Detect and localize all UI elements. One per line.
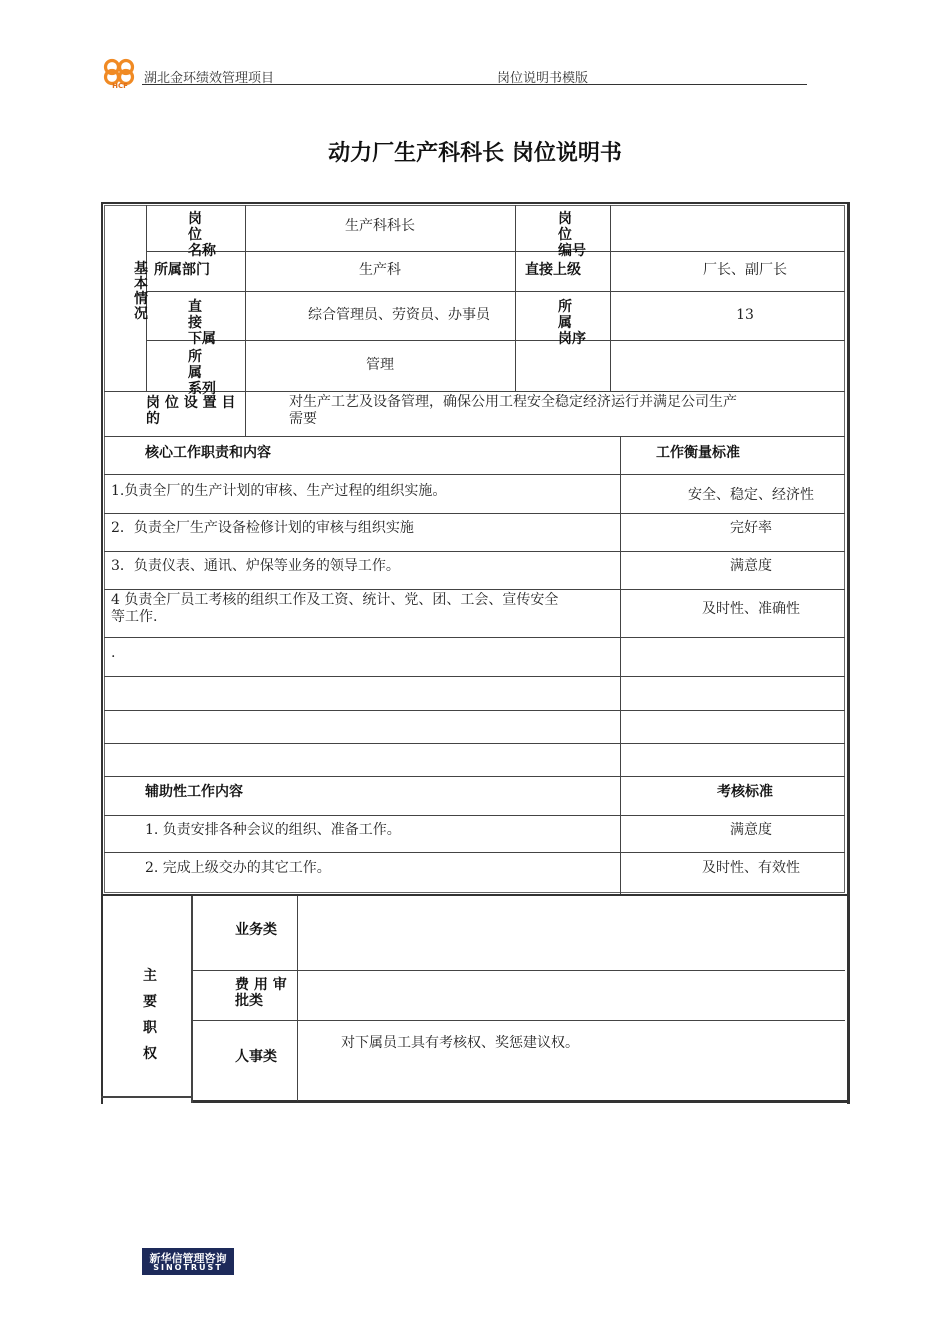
aux-item-2: 2. 完成上级交办的其它工作。 — [145, 860, 331, 876]
series-label: 所 属 系列 — [188, 349, 216, 397]
core-item-5: . — [111, 645, 116, 661]
purpose-text: 对生产工艺及设备管理，确保公用工程安全稳定经济运行并满足公司生产 需要 — [289, 394, 737, 427]
subordinates-value: 综合管理员、劳资员、办事员 — [308, 307, 490, 323]
personnel-value: 对下属员工具有考核权、奖惩建议权。 — [341, 1035, 579, 1051]
authority-label-divider — [191, 896, 193, 1103]
grid-line — [104, 852, 845, 853]
grid-line — [104, 474, 845, 475]
aux-standard-header: 考核标准 — [717, 784, 773, 800]
aux-standard-2: 及时性、有效性 — [702, 860, 800, 876]
grid-line — [104, 513, 845, 514]
footer-brand-cn: 新华信管理咨询 — [149, 1252, 227, 1265]
position-code-label: 岗 位 编号 — [558, 211, 586, 259]
purpose-label: 岗 位 设 置 目 的 — [146, 395, 236, 427]
core-header: 核心工作职责和内容 — [145, 445, 271, 461]
authority-table — [101, 894, 850, 1104]
header-doc-type: 岗位说明书模版 — [497, 71, 589, 86]
personnel-label: 人事类 — [235, 1049, 277, 1065]
business-label: 业务类 — [235, 922, 277, 938]
position-name-value: 生产科科长 — [345, 218, 415, 234]
grid-line — [104, 676, 845, 677]
authority-bottom-right — [191, 1100, 850, 1103]
expense-label: 费 用 审 批类 — [235, 977, 287, 1009]
position-name-label: 岗 位 名称 — [188, 211, 216, 259]
core-item-3: 3．负责仪表、通讯、炉保等业务的领导工作。 — [111, 558, 400, 574]
authority-bottom-left — [101, 1096, 192, 1098]
grid-line — [104, 637, 845, 638]
grid-line — [104, 815, 845, 816]
basic-section-label: 基本情况 — [134, 261, 148, 322]
core-standard-2: 完好率 — [730, 520, 772, 536]
grid-line — [191, 1020, 845, 1021]
grid-line — [104, 436, 845, 437]
core-item-2: 2．负责全厂生产设备检修计划的审核与组织实施 — [111, 520, 414, 536]
company-logo — [100, 54, 140, 92]
grid-line — [297, 896, 298, 1101]
core-standard-4: 及时性、准确性 — [702, 601, 800, 617]
grid-line — [146, 340, 845, 341]
core-standard-3: 满意度 — [730, 558, 772, 574]
logo-text: HCF — [112, 82, 128, 90]
grid-line — [146, 291, 845, 292]
grid-line — [104, 776, 845, 777]
authority-label: 主 要 职 权 — [143, 968, 157, 1062]
core-standard-header: 工作衡量标准 — [656, 445, 740, 461]
subordinate-label: 直 接 下属 — [188, 299, 216, 347]
header-rule — [142, 84, 807, 85]
core-item-4: 4 负责全厂员工考核的组织工作及工资、统计、党、团、工会、宣传安全 等工作. — [111, 592, 559, 625]
aux-header: 辅助性工作内容 — [145, 784, 243, 800]
aux-item-1: 1. 负责安排各种会议的组织、准备工作。 — [145, 822, 401, 838]
sequence-label: 所 属 岗序 — [558, 299, 586, 347]
series-value: 管理 — [366, 357, 394, 373]
core-standard-1: 安全、稳定、经济性 — [688, 487, 814, 503]
aux-standard-1: 满意度 — [730, 822, 772, 838]
grid-line — [191, 970, 845, 971]
sequence-value: 13 — [736, 307, 754, 323]
superior-value: 厂长、副厂长 — [703, 262, 787, 278]
footer-brand-logo — [142, 1248, 234, 1275]
grid-line — [104, 551, 845, 552]
page-title: 动力厂生产科科长 岗位说明书 — [328, 141, 622, 166]
grid-line — [104, 589, 845, 590]
grid-line — [104, 710, 845, 711]
header-project: 湖北金环绩效管理项目 — [144, 71, 275, 86]
grid-line — [146, 251, 845, 252]
department-label: 所属部门 — [154, 262, 210, 278]
core-item-1: 1.负责全厂的生产计划的审核、生产过程的组织实施。 — [111, 483, 447, 499]
grid-line — [610, 205, 611, 391]
superior-label: 直接上级 — [525, 262, 581, 278]
grid-line — [104, 743, 845, 744]
grid-line — [245, 391, 246, 436]
department-value: 生产科 — [359, 262, 401, 278]
grid-line — [515, 205, 516, 391]
footer-brand-en: SINOTRUST — [153, 1263, 223, 1272]
